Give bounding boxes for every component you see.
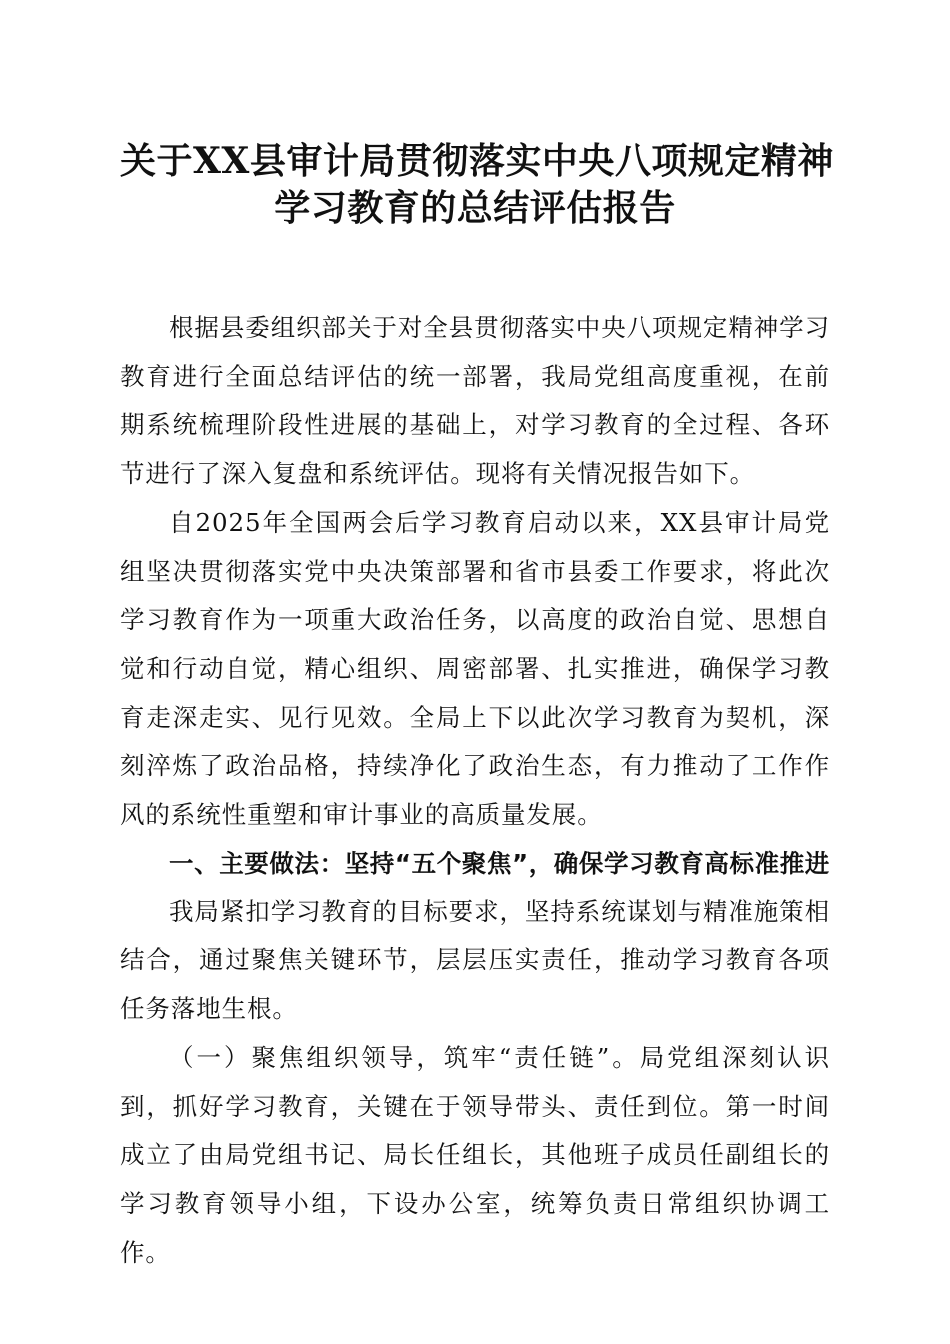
title-line-1: 关于XX县审计局贯彻落实中央八项规定精神 (120, 140, 834, 182)
intro-paragraph: 根据县委组织部关于对全县贯彻落实中央八项规定精神学习教育进行全面总结评估的统一部署，我局党组高度重视，在前期系统梳理阶段性进展的基础上，对学习教育的全过程、各环节进行了深入复盘和系统评估。现将有关情况报告如下。 (120, 313, 830, 489)
title-line-2: 学习教育的总结评估报告 (274, 187, 676, 229)
subsection-text-1: 局党组深刻认识到，抓好学习教育，关键在于领导带头、责任到位。第一时间成立了由局党组书记、局长任组长，其他班子成员任副组长的学习教育领导小组，下设办公室，统筹负责日常组织协调工作。 (120, 1042, 830, 1267)
subsection-lead-1: （一）聚焦组织领导，筑牢“责任链”。 (169, 1042, 640, 1072)
section-heading-1: 一、主要做法：坚持“五个聚焦”，确保学习教育高标准推进 (169, 848, 830, 878)
document-title (120, 138, 834, 232)
section-intro-paragraph: 我局紧扣学习教育的目标要求，坚持系统谋划与精准施策相结合，通过聚焦关键环节，层层压实责任，推动学习教育各项任务落地生根。 (120, 896, 830, 1024)
background-paragraph: 自2025年全国两会后学习教育启动以来，XX县审计局党组坚决贯彻落实党中央决策部署和省市县委工作要求，将此次学习教育作为一项重大政治任务，以高度的政治自觉、思想自觉和行动自觉，精心组织、周密部署、扎实推进，确保学习教育走深走实、见行见效。全局上下以此次学习教育为契机，深刻淬炼了政治品格，持续净化了政治生态，有力推动了工作作风的系统性重塑和审计事业的高质量发展。 (120, 507, 830, 830)
subsection-paragraph-1 (120, 1034, 830, 1278)
document-body (120, 304, 830, 1277)
